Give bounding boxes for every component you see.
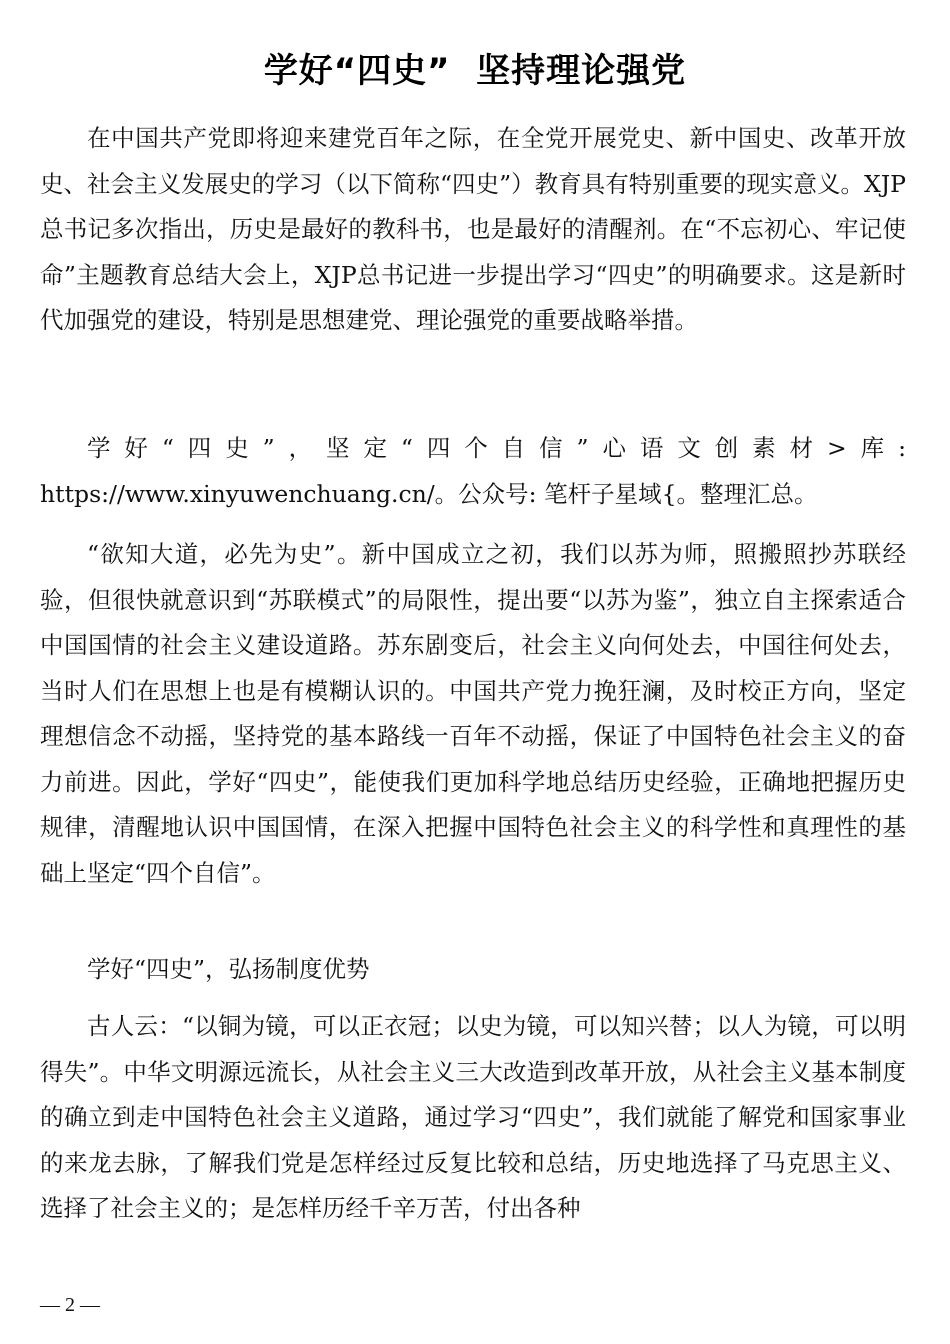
paragraph-intro: 在中国共产党即将迎来建党百年之际，在全党开展党史、新中国史、改革开放史、社会主义发展史的学习（以下简称“四史”）教育具有特别重要的现实意义。XJP总书记多次指出，历史是最好的教科书，也是最好的清醒剂。在“不忘初心、牢记使命”主题教育总结大会上，XJP总书记进一步提出学习“四史”的明确要求。这是新时代加强党的建设，特别是思想建党、理论强党的重要战略举措。	[40, 124, 906, 334]
page-number: — 2 —	[40, 1294, 100, 1316]
paragraph-subheading-system: 学好“四史”，弘扬制度优势	[87, 955, 370, 983]
paragraph-subheading-confidence: 学好“四史”，坚定“四个自信”心语文创素材>库: https://www.xinyuwenchuang.cn/。公众号: 笔杆子星域{。整理汇总。	[40, 434, 906, 508]
document-title: 学好“四史” 坚持理论强党	[263, 51, 687, 91]
paragraph-mirror-quote: 古人云：“以铜为镜，可以正衣冠；以史为镜，可以知兴替；以人为镜，可以明得失”。中华文明源远流长，从社会主义三大改造到改革开放，从社会主义基本制度的确立到走中国特色社会主义道路，通过学习“四史”，我们就能了解党和国家事业的来龙去脉，了解我们党是怎样经过反复比较和总结，历史地选择了马克思主义、选择了社会主义的；是怎样历经千辛万苦，付出各种	[40, 1012, 906, 1222]
paragraph-history-lessons: “欲知大道，必先为史”。新中国成立之初，我们以苏为师，照搬照抄苏联经验，但很快就意识到“苏联模式”的局限性，提出要“以苏为鉴”，独立自主探索适合中国国情的社会主义建设道路。苏东剧变后，社会主义向何处去，中国往何处去，当时人们在思想上也是有模糊认识的。中国共产党力挽狂澜，及时校正方向，坚定理想信念不动摇，坚持党的基本路线一百年不动摇，保证了中国特色社会主义的奋力前进。因此，学好“四史”，能使我们更加科学地总结历史经验，正确地把握历史规律，清醒地认识中国国情，在深入把握中国特色社会主义的科学性和真理性的基础上坚定“四个自信”。	[40, 540, 906, 887]
